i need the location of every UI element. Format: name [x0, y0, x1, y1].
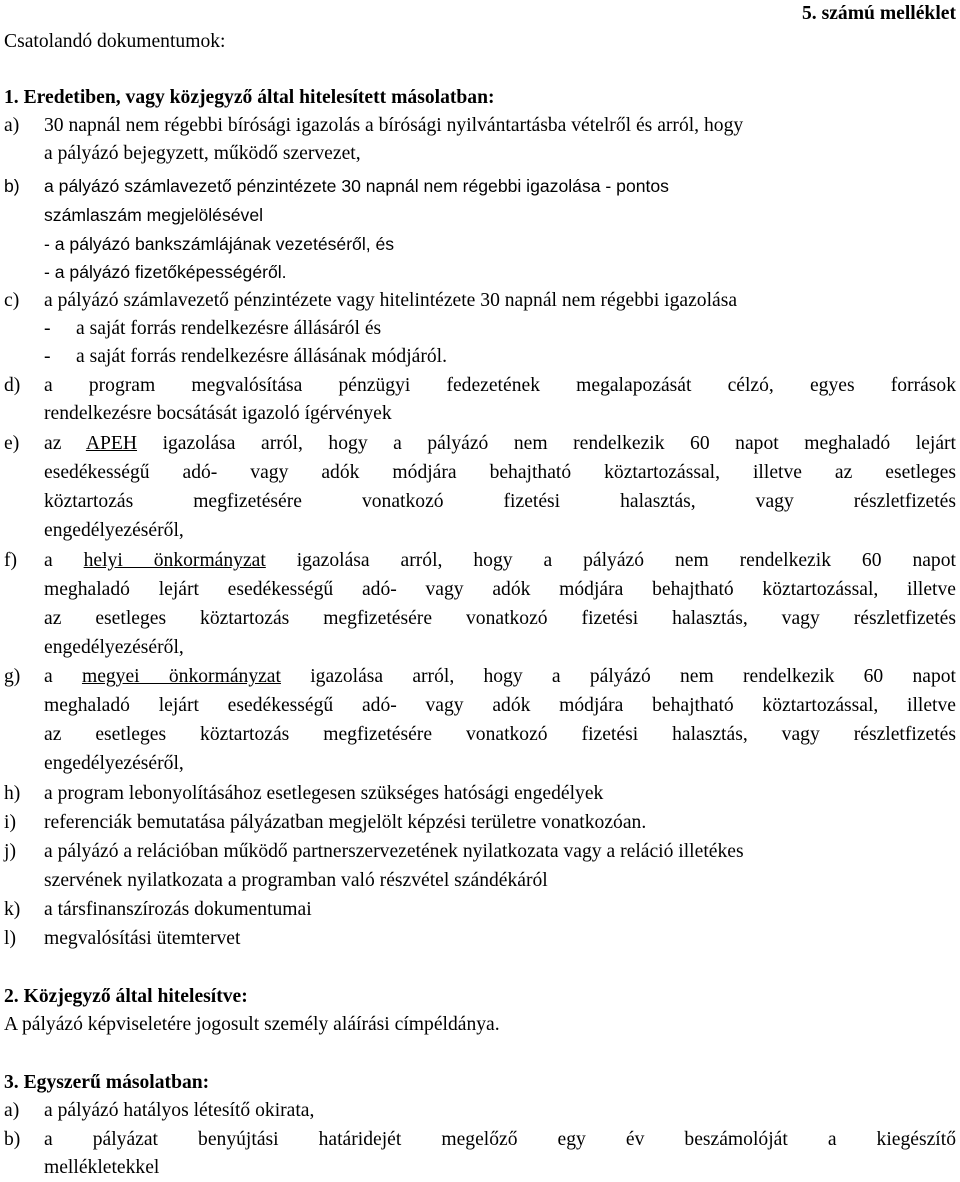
item-k-line1 [4, 896, 956, 924]
item-a-label: a) [4, 115, 20, 136]
item-e-label: e) [4, 433, 20, 454]
item-k-text: a társfinanszírozás dokumentumai [44, 899, 312, 920]
item-d-row [4, 372, 956, 400]
dash-bullet: - [44, 318, 51, 339]
item-f-label: f) [4, 550, 18, 571]
annex-number [4, 0, 956, 28]
s3-item-b-row [4, 1126, 956, 1154]
item-k-label: k) [4, 899, 21, 920]
item-g-line2: meghaladó lejárt esedékességű adó- vagy adók módjára behajtható köztartozással, illetve [44, 695, 956, 716]
item-i-line1 [4, 809, 956, 837]
item-c-line3 [44, 343, 956, 371]
s3-item-a-text: a pályázó hatályos létesítő okirata, [44, 1100, 315, 1121]
item-f-line1 [4, 547, 956, 575]
item-g-line3: az esetleges köztartozás megfizetésére vonatkozó fizetési halasztás, vagy részletfizetés [44, 724, 956, 745]
item-d-line1 [4, 372, 956, 400]
item-d-label: d) [4, 375, 21, 396]
item-c-sub2: a saját forrás rendelkezésre állásának módjáról. [76, 346, 448, 367]
item-g-line4: engedélyezéséről, [44, 753, 184, 774]
item-c-line1 [4, 287, 956, 315]
item-h-line1 [4, 780, 956, 808]
item-e-line3: köztartozás megfizetésére vonatkozó fizetési halasztás, vagy részletfizetés [44, 491, 956, 512]
item-f-row [4, 547, 956, 575]
item-g-line1 [4, 663, 956, 691]
attachments-heading [4, 28, 956, 56]
item-f-line4: engedélyezéséről, [44, 637, 184, 658]
item-b-line3: - a pályázó bankszámlájának vezetéséről, és [44, 234, 395, 254]
item-e-rest: igazolása arról, hogy a pályázó nem rendelkezik 60 napot meghaladó lejárt [137, 433, 956, 454]
item-j-line2: szervének nyilatkozata a programban való részvétel szándékáról [44, 870, 548, 891]
item-b-text: a pályázó számlavezető pénzintézete 30 napnál nem régebbi igazolása - pontos [44, 176, 669, 196]
item-f-line3: az esetleges köztartozás megfizetésére vonatkozó fizetési halasztás, vagy részletfizetés [44, 608, 956, 629]
item-i-text: referenciák bemutatása pályázatban megjelölt képzési területre vonatkozóan. [44, 812, 647, 833]
item-e-line1 [4, 430, 956, 458]
item-h-label: h) [4, 783, 21, 804]
item-a-line2: a pályázó bejegyzett, működő szervezet, [44, 143, 361, 164]
s3-item-a-line1 [4, 1097, 956, 1125]
apeh-underlined: APEH [85, 433, 138, 454]
megyei-onkormanyzat-underlined: megyei önkormányzat [81, 666, 281, 687]
item-l-text: megvalósítási ütemtervet [44, 928, 241, 949]
item-h-text: a program lebonyolításához esetlegesen szükséges hatósági engedélyek [44, 783, 604, 804]
item-l-label: l) [4, 928, 16, 949]
item-b-line4: - a pályázó fizetőképességéről. [44, 262, 287, 282]
section3-title: 3. Egyszerű másolatban: [4, 1072, 210, 1093]
item-g-pre: a [44, 666, 82, 687]
item-l-line1 [4, 925, 956, 953]
item-g-label: g) [4, 666, 21, 687]
section2-line1: A pályázó képviseletére jogosult személy aláírási címpéldánya. [4, 1014, 500, 1035]
item-g-text [44, 663, 956, 691]
item-d-line2: rendelkezésre bocsátását igazoló ígérvények [44, 403, 392, 424]
item-a-line1 [4, 112, 956, 140]
helyi-onkormanyzat-underlined: helyi önkormányzat [83, 550, 266, 571]
s3-item-b-line1 [4, 1126, 956, 1154]
item-c-label: c) [4, 290, 20, 311]
item-g-rest: igazolása arról, hogy a pályázó nem rendelkezik 60 napot [280, 666, 956, 687]
annex-label: 5. számú melléklet [802, 3, 956, 24]
item-f-rest: igazolása arról, hogy a pályázó nem rendelkezik 60 napot [265, 550, 956, 571]
item-f-pre: a [44, 550, 84, 571]
item-c-line2 [44, 315, 956, 343]
item-e-text [44, 430, 956, 458]
item-j-label: j) [4, 841, 16, 862]
item-a-text: 30 napnál nem régebbi bírósági igazolás a bírósági nyilvántartásba vételről és arról, hogy [44, 115, 744, 136]
item-b-label: b) [4, 176, 20, 196]
item-e-pre: az [44, 433, 86, 454]
section2-title: 2. Közjegyző által hitelesítve: [4, 986, 248, 1007]
dash-bullet: - [44, 346, 51, 367]
item-d-text: a program megvalósítása pénzügyi fedezetének megalapozását célzó, egyes források [44, 375, 956, 396]
item-b-line2: számlaszám megjelölésével [44, 205, 264, 225]
item-g-row [4, 663, 956, 691]
s3-item-b-label: b) [4, 1129, 21, 1150]
item-f-text [44, 547, 956, 575]
item-j-text: a pályázó a relációban működő partnerszervezetének nyilatkozata vagy a reláció illetékes [44, 841, 744, 862]
item-j-line1 [4, 838, 956, 866]
item-e-line2: esedékességű adó- vagy adók módjára behajtható köztartozással, illetve az esetleges [44, 462, 956, 483]
attachments-label: Csatolandó dokumentumok: [4, 31, 226, 52]
item-i-label: i) [4, 812, 16, 833]
item-e-row [4, 430, 956, 458]
s3-item-b-text: a pályázat benyújtási határidejét megelőző egy év beszámolóját a kiegészítő [44, 1129, 956, 1150]
s3-item-a-label: a) [4, 1100, 20, 1121]
item-c-text: a pályázó számlavezető pénzintézete vagy hitelintézete 30 napnál nem régebbi igazolása [44, 290, 738, 311]
item-e-line4: engedélyezéséről, [44, 520, 184, 541]
s3-item-b-line2: mellékletekkel [44, 1157, 160, 1178]
item-f-line2: meghaladó lejárt esedékességű adó- vagy adók módjára behajtható köztartozással, illetve [44, 579, 956, 600]
item-c-sub1: a saját forrás rendelkezésre állásáról és [76, 318, 382, 339]
item-b-line1 [4, 172, 956, 200]
section1-title: 1. Eredetiben, vagy közjegyző által hitelesített másolatban: [4, 87, 495, 108]
